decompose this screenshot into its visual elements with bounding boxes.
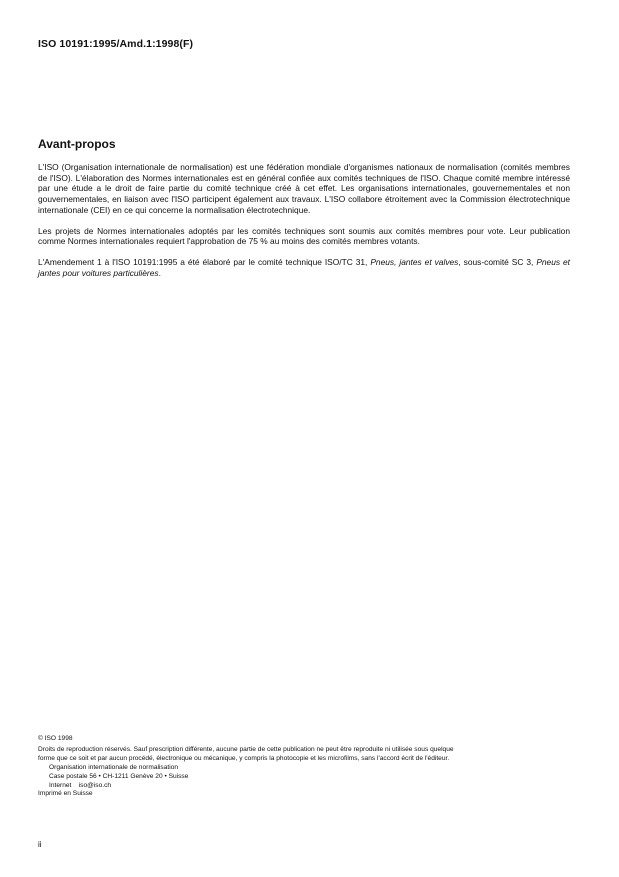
committee-title: Pneus, jantes et valves — [370, 256, 459, 267]
foreword-paragraph-1: L'ISO (Organisation internationale de normalisation) est une fédération mondiale d'organismes nationaux de normalisation (comités membres de l'ISO). L'élaboration des Normes internationales est en général confiée aux comités techniques de l'ISO. Chaque comité membre intéressé par une étude a le droit de faire partie du comité technique créé à cet effet. Les organisations internationales, gouvernementales et non gouvernementales, en liaison avec l'ISO participent également aux travaux. L'ISO collabore étroitement avec la Commission électrotechnique internationale (CEI) en ce qui concerne la normalisation électrotechnique. — [38, 162, 570, 215]
foreword-body — [38, 162, 570, 288]
foreword-paragraph-amendment — [38, 257, 570, 278]
page-number: ii — [38, 840, 42, 849]
postal-address: Case postale 56 • CH-1211 Genève 20 • Suisse — [49, 772, 189, 780]
rights-line-2: forme que ce soit et par aucun procédé, électronique ou mécanique, y compris la photocopie et les microfilms, sans l'accord écrit de l'éditeur. — [38, 754, 450, 762]
copyright-notice: © ISO 1998 — [38, 735, 73, 742]
foreword-title: Avant-propos — [38, 137, 116, 151]
foreword-paragraph-2: Les projets de Normes internationales adoptés par les comités techniques sont soumis aux comités membres pour vote. Leur publication comme Normes internationales requiert l'approbation de 75 % au moins des comités membres votants. — [38, 225, 570, 247]
rights-line-1: Droits de reproduction réservés. Sauf prescription différente, aucune partie de cette publication ne peut être reproduite ni utilisée sous quelque — [38, 745, 454, 753]
organization-name: Organisation internationale de normalisation — [49, 763, 179, 771]
internet-label: Internet — [49, 781, 72, 789]
amendment-prefix: L'Amendement 1 à l'ISO 10191:1995 a été élaboré par le comité technique ISO/TC 31, — [38, 256, 371, 267]
copyright-block — [38, 735, 588, 799]
internet-contact — [38, 782, 588, 791]
document-id-header: ISO 10191:1995/Amd.1:1998(F) — [38, 38, 194, 50]
internet-email: iso@iso.ch — [78, 781, 112, 789]
subcommittee-title: Pneus et jantes pour voitures particulières — [38, 256, 571, 278]
amendment-middle: , sous-comité SC 3, — [458, 256, 537, 267]
amendment-suffix: . — [158, 267, 161, 278]
printed-in: Imprimé en Suisse — [38, 790, 93, 798]
